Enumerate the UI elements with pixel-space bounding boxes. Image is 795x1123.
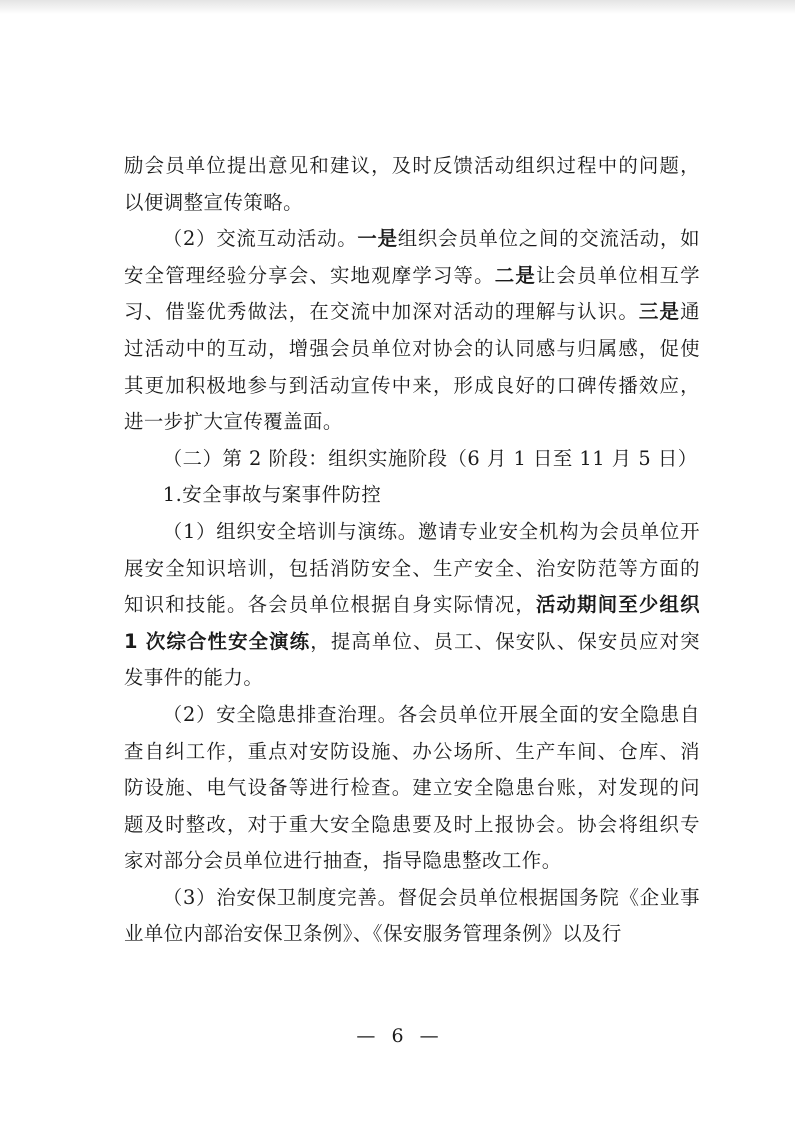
paragraph-text: 通过活动中的互动，增强会员单位对协会的认同感与归属感，促使其更加积极地参与到活动宣传中来，形成良好的口碑传播效应，进一步扩大宣传覆盖面。: [124, 300, 701, 434]
page-number-value: 6: [391, 1025, 404, 1047]
subsection-heading: [124, 477, 700, 514]
scan-edge-shadow: [0, 0, 795, 14]
paragraph-exchange-activities: [124, 221, 700, 441]
page-number: [0, 1024, 795, 1048]
paragraph-text: 励会员单位提出意见和建议，及时反馈活动组织过程中的问题，以便调整宣传策略。: [124, 154, 700, 214]
paragraph-text: 组织会员单位之间的交流活动，如安全管理经验分享会、实地观摩学习等。: [124, 227, 701, 287]
paragraph-safety-training: [124, 514, 700, 697]
bold-marker: 二是: [494, 263, 536, 287]
paragraph-text: （1）组织安全培训与演练。邀请专业安全机构为会员单位开展安全知识培训，包括消防安全、生产安全、治安防范等方面的知识和技能。各会员单位根据自身实际情况，: [124, 519, 700, 617]
paragraph-continuation: [124, 148, 700, 221]
paragraph-text: （2）安全隐患排查治理。各会员单位开展全面的安全隐患自查自纠工作，重点对安防设施、办公场所、生产车间、仓库、消防设施、电气设备等进行检查。建立安全隐患台账，对发现的问题及时整改，对于重大安全隐患要及时上报协会。协会将组织专家对部分会员单位进行抽查，指导隐患整改工作。: [124, 702, 700, 873]
paragraph-text: （3）治安保卫制度完善。督促会员单位根据国务院《企业事业单位内部治安保卫条例》、《保安服务管理条例》以及行: [124, 885, 700, 946]
section-heading-stage-2: [124, 441, 700, 478]
document-body: [124, 148, 700, 953]
bold-marker: 三是: [638, 300, 681, 324]
bold-marker: 一是: [357, 227, 398, 251]
heading-text: （二）第 2 阶段：组织实施阶段（6 月 1 日至 11 月 5 日）: [162, 446, 698, 470]
paragraph-security-system: [124, 880, 700, 953]
paragraph-text: 让会员单位相互学习、借鉴优秀做法，在交流中加深对活动的理解与认识。: [124, 263, 701, 324]
page-number-dash-left: —: [356, 1025, 376, 1047]
page-number-dash-right: —: [419, 1025, 439, 1047]
heading-text: 1.安全事故与案事件防控: [162, 483, 382, 507]
paragraph-hazard-inspection: [124, 697, 700, 880]
bold-emphasis: 活动期间至少组织 1 次综合性安全演练: [124, 593, 701, 653]
paragraph-text: （2）交流互动活动。: [162, 227, 358, 251]
paragraph-text: ，提高单位、员工、保安队、保安员应对突发事件的能力。: [124, 629, 701, 690]
